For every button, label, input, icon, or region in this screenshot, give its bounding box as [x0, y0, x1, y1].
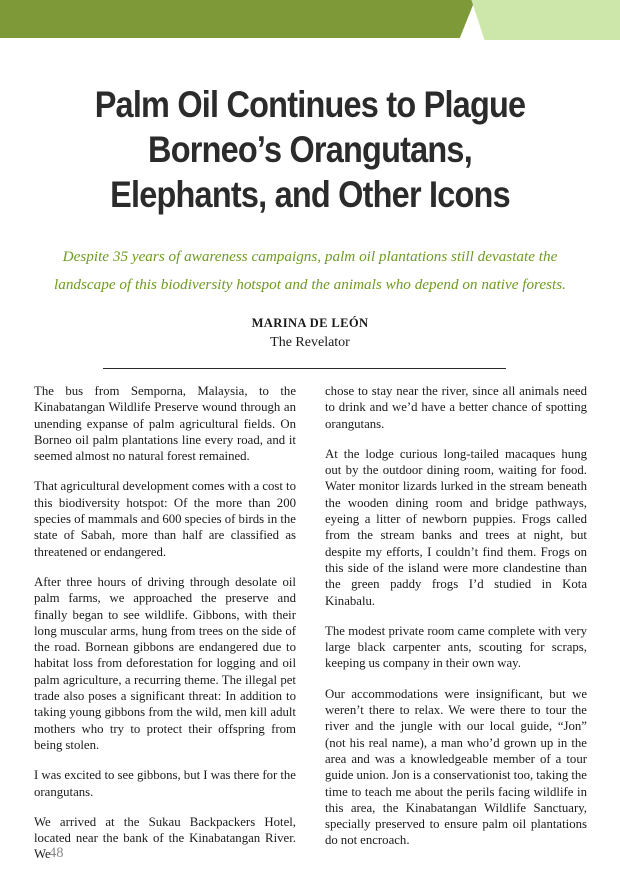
- paragraph: chose to stay near the river, since all animals need to drink and we’d have a better chance of spotting orangutans.: [325, 384, 587, 431]
- page-number: 48: [49, 845, 64, 861]
- article-deck: Despite 35 years of awareness campaigns, palm oil plantations still devastate the landscape of this biodiversity hotspot and the animals who depend on native forests.: [54, 248, 566, 293]
- banner-dark-block: [0, 0, 475, 38]
- byline-divider-rule: [103, 368, 506, 369]
- paragraph: The bus from Semporna, Malaysia, to the Kinabatangan Wildlife Preserve wound through an unending expanse of palm agricultural fields. On Borneo oil palm plantations line every road, and it seemed almost no natural forest remained.: [34, 384, 296, 464]
- byline-author: MARINA DE LEÓN: [251, 316, 369, 330]
- page-header-banner: [0, 0, 620, 42]
- paragraph: After three hours of driving through desolate oil palm farms, we approached the preserve and finally began to see wildlife. Gibbons, with their long muscular arms, hung from trees on the side of the road. Bornean gibbons are endangered due to habitat loss from deforestation for logging and oil palm agriculture, a recurring theme. The illegal pet trade also poses a significant threat: In addition to taking young gibbons from the wild, men kill adult mothers who try to protect their offspring from being stolen.: [34, 574, 296, 752]
- byline-publication: The Revelator: [270, 335, 350, 350]
- paragraph: I was excited to see gibbons, but I was there for the orangutans.: [34, 768, 296, 799]
- body-column-right: [325, 383, 587, 848]
- paragraph: The modest private room came complete with very large black carpenter ants, scouting for scraps, keeping us company in their own way.: [325, 623, 587, 671]
- paragraph: That agricultural development comes with a cost to this biodiversity hotspot: Of the more than 200 species of mammals and 600 species of birds in the state of Sabah, more than half are classified as threatened or endangered.: [34, 479, 296, 559]
- paragraph: Our accommodations were insignificant, but we weren’t there to relax. We were there to tour the river and the jungle with our local guide, “Jon” (not his real name), a man who’d grown up in the area and was a knowledgeable member of a tour guide union. Jon is a conservationist too, taking the time to teach me about the perils facing wildlife in this area, the Kinabatangan Wildlife Sanctuary, specially preserved to ensure palm oil plantations do not encroach.: [325, 686, 587, 848]
- banner-light-block: [466, 0, 620, 40]
- paragraph: At the lodge curious long-tailed macaques hung out by the outdoor dining room, waiting for food. Water monitor lizards lurked in the stream beneath the wooden dining room and bridge pathways, eyeing a litter of newborn puppies. Frogs called from the stream banks and trees at night, but despite my efforts, I couldn’t find them. Frogs on this side of the island were more clandestine than the green paddy frogs I’d studied in Kota Kinabalu.: [325, 446, 587, 608]
- paragraph: We arrived at the Sukau Backpackers Hotel, located near the bank of the Kinabatangan River. We: [34, 814, 296, 862]
- page-title: Palm Oil Continues to Plague Borneo’s Orangutans, Elephants, and Other Icons: [94, 83, 526, 216]
- byline: [34, 315, 586, 353]
